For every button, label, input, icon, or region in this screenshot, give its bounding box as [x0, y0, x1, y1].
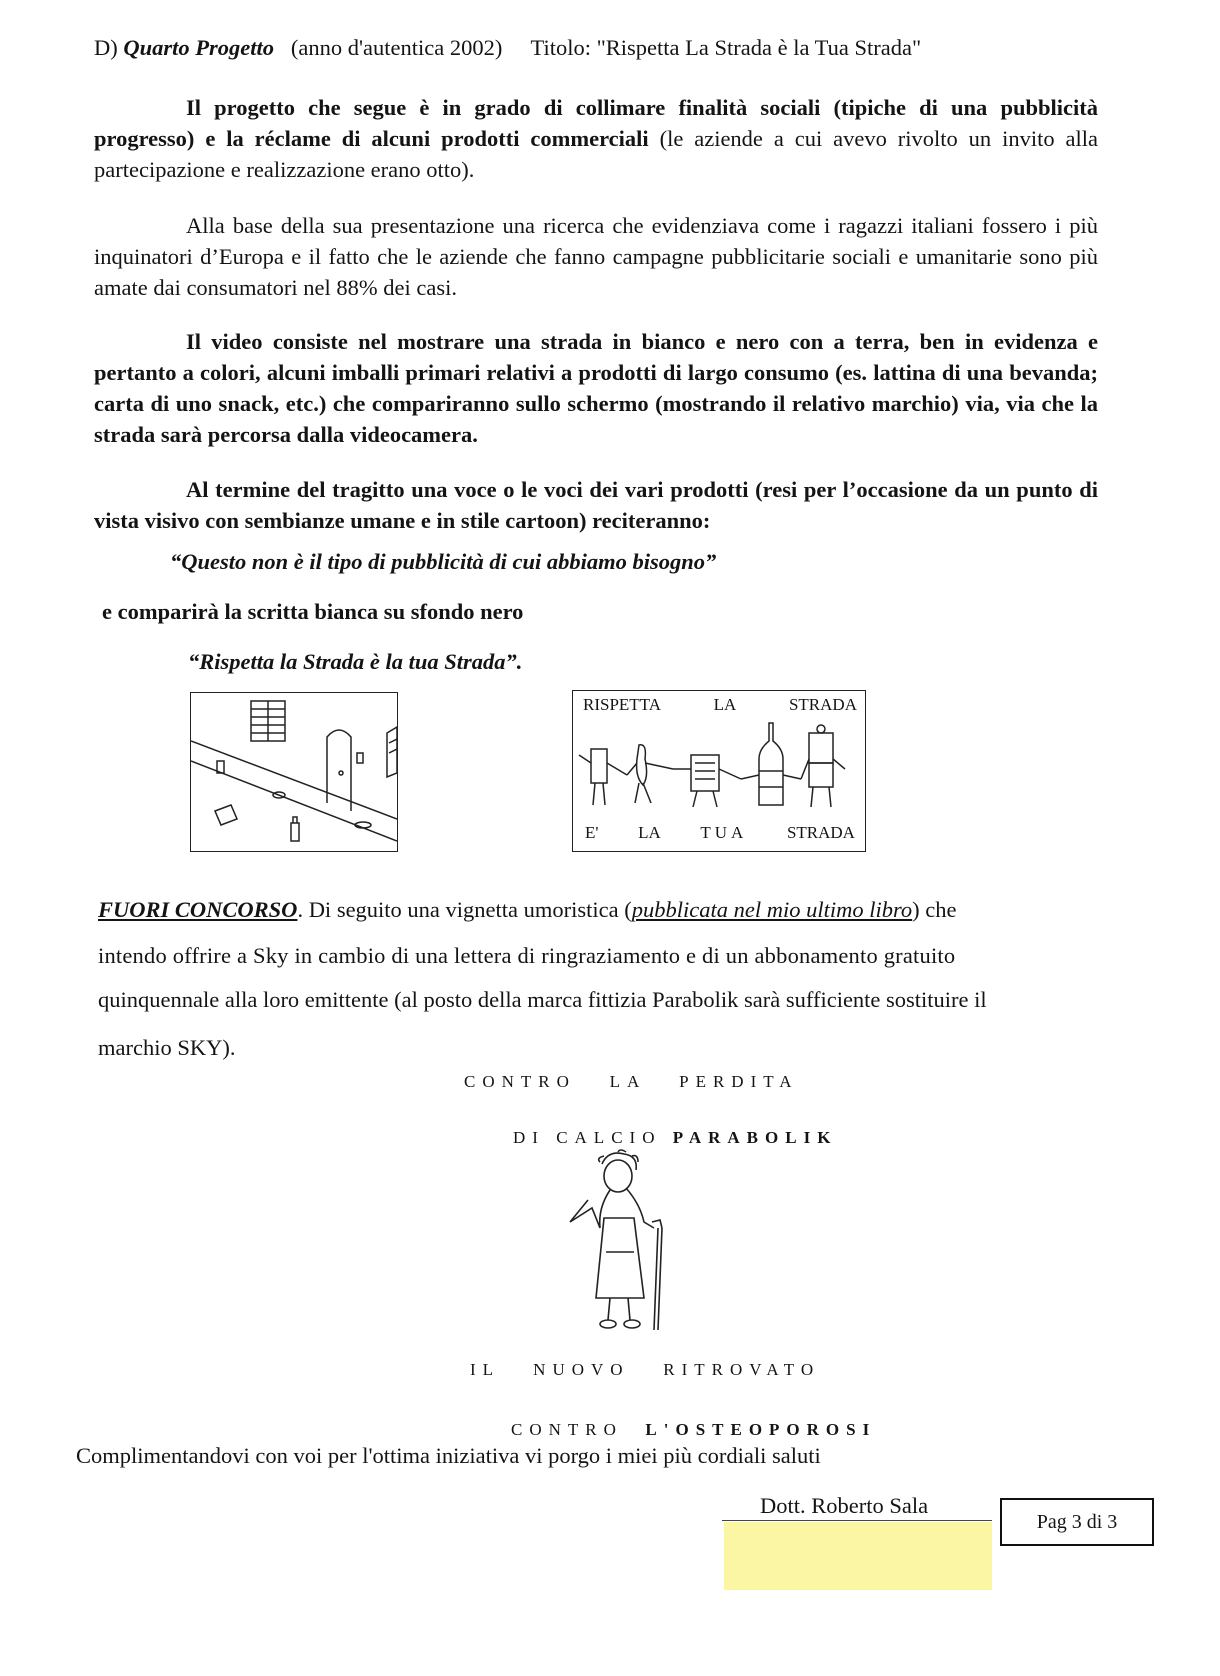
figure-top-text [583, 695, 857, 715]
page-number: Pag 3 di 3 [1036, 1510, 1118, 1533]
cartoon-products-illustration [572, 690, 866, 852]
cartoon-caption-1: CONTRO LA PERDITA [464, 1072, 799, 1091]
page-number-box [1000, 1498, 1154, 1546]
paragraph-2 [94, 210, 1098, 303]
quote-2: “Rispetta la Strada è la tua Strada”. [188, 649, 523, 674]
figure-bottom-text [585, 823, 855, 843]
project-year: (anno d'autentica 2002) [290, 35, 503, 60]
book-reference: pubblicata nel mio ultimo libro [631, 897, 913, 922]
quote-1: “Questo non è il tipo di pubblicità di cui abbiamo bisogno” [170, 549, 717, 574]
cartoon-caption-2-prefix: DI CALCIO [513, 1128, 673, 1147]
figure-top-word-2: LA [713, 695, 737, 714]
figure-bottom-word-2: LA [638, 823, 661, 842]
cartoon-caption-3: IL NUOVO RITROVATO [470, 1360, 821, 1379]
fuori-line-4: marchio SKY). [98, 1035, 236, 1060]
figure-bottom-word-4: STRADA [786, 823, 855, 842]
paragraph-1 [94, 92, 1098, 185]
paragraph-1-rest: (le aziende a cui avevo rivolto un invito alla partecipazione e realizzazione erano otto). [94, 126, 1098, 182]
street-illustration [190, 692, 398, 852]
fuori-after-label: . Di seguito una vignetta umoristica ( [297, 897, 632, 922]
signature-highlight [724, 1522, 992, 1590]
paragraph-4 [94, 474, 1098, 536]
paragraph-3 [94, 326, 1098, 450]
street-sketch-icon [191, 693, 397, 851]
fuori-rest-1: ) che [912, 897, 957, 922]
figure-bottom-word-1: E' [585, 823, 599, 842]
figure-bottom-word-3: TUA [700, 823, 748, 842]
fuori-line-2: intendo offrire a Sky in cambio di una lettera di ringraziamento e di un abbonamento gratuito [98, 943, 956, 968]
paragraph-3-text: Il video consiste nel mostrare una strada in bianco e nero con a terra, ben in evidenza e pertanto a colori, alcuni imballi primari relativi a prodotti di largo consumo (es. lattina di una bevanda; carta di uno snack, etc.) che compariranno sullo schermo (mostrando il relativo marchio) via, via che la strada sarà percorsa dalla videocamera. [94, 329, 1098, 447]
cartoon-caption-4-prefix: CONTRO [511, 1420, 646, 1439]
figure-top-word-3: STRADA [788, 695, 857, 714]
signature-name: Dott. Roberto Sala [760, 1493, 929, 1518]
paragraph-1-bold: Il progetto che segue è in grado di collimare finalità sociali (tipiche di una pubblicità progresso) e la réclame di alcuni prodotti commerciali [94, 95, 1098, 151]
project-name: Quarto Progetto [123, 35, 275, 60]
section-prefix: D) [94, 35, 118, 60]
section-heading [94, 34, 921, 61]
compare-line: e comparirà la scritta bianca su sfondo nero [102, 599, 524, 624]
fuori-line-3: quinquennale alla loro emittente (al posto della marca fittizia Parabolik sarà sufficiente sostituire il [98, 987, 987, 1012]
fuori-concorso-label: FUORI CONCORSO [98, 897, 298, 922]
dancing-products-icon [573, 719, 865, 819]
fuori-line-1 [98, 896, 957, 923]
paragraph-2-text: Alla base della sua presentazione una ricerca che evidenziava come i ragazzi italiani fossero i più inquinatori d’Europa e il fatto che le aziende che fanno campagne pubblicitarie sociali e umanitarie sono più amate dai consumatori nel 88% dei casi. [94, 213, 1098, 300]
project-title: Titolo: "Rispetta La Strada è la Tua Strada" [530, 35, 922, 60]
osteoporosi-label: L'OSTEOPOROSI [645, 1420, 877, 1439]
brand-parabolik: PARABOLIK [672, 1128, 838, 1147]
signature-rule [722, 1520, 992, 1521]
paragraph-4-text: Al termine del tragitto una voce o le voci dei vari prodotti (resi per l’occasione da un punto di vista visivo con sembianze umane e in stile cartoon) reciteranno: [94, 477, 1098, 533]
old-lady-cartoon-icon [548, 1148, 698, 1338]
closing-line: Complimentandovi con voi per l'ottima iniziativa vi porgo i miei più cordiali saluti [76, 1443, 821, 1468]
figure-top-word-1: RISPETTA [583, 695, 661, 714]
